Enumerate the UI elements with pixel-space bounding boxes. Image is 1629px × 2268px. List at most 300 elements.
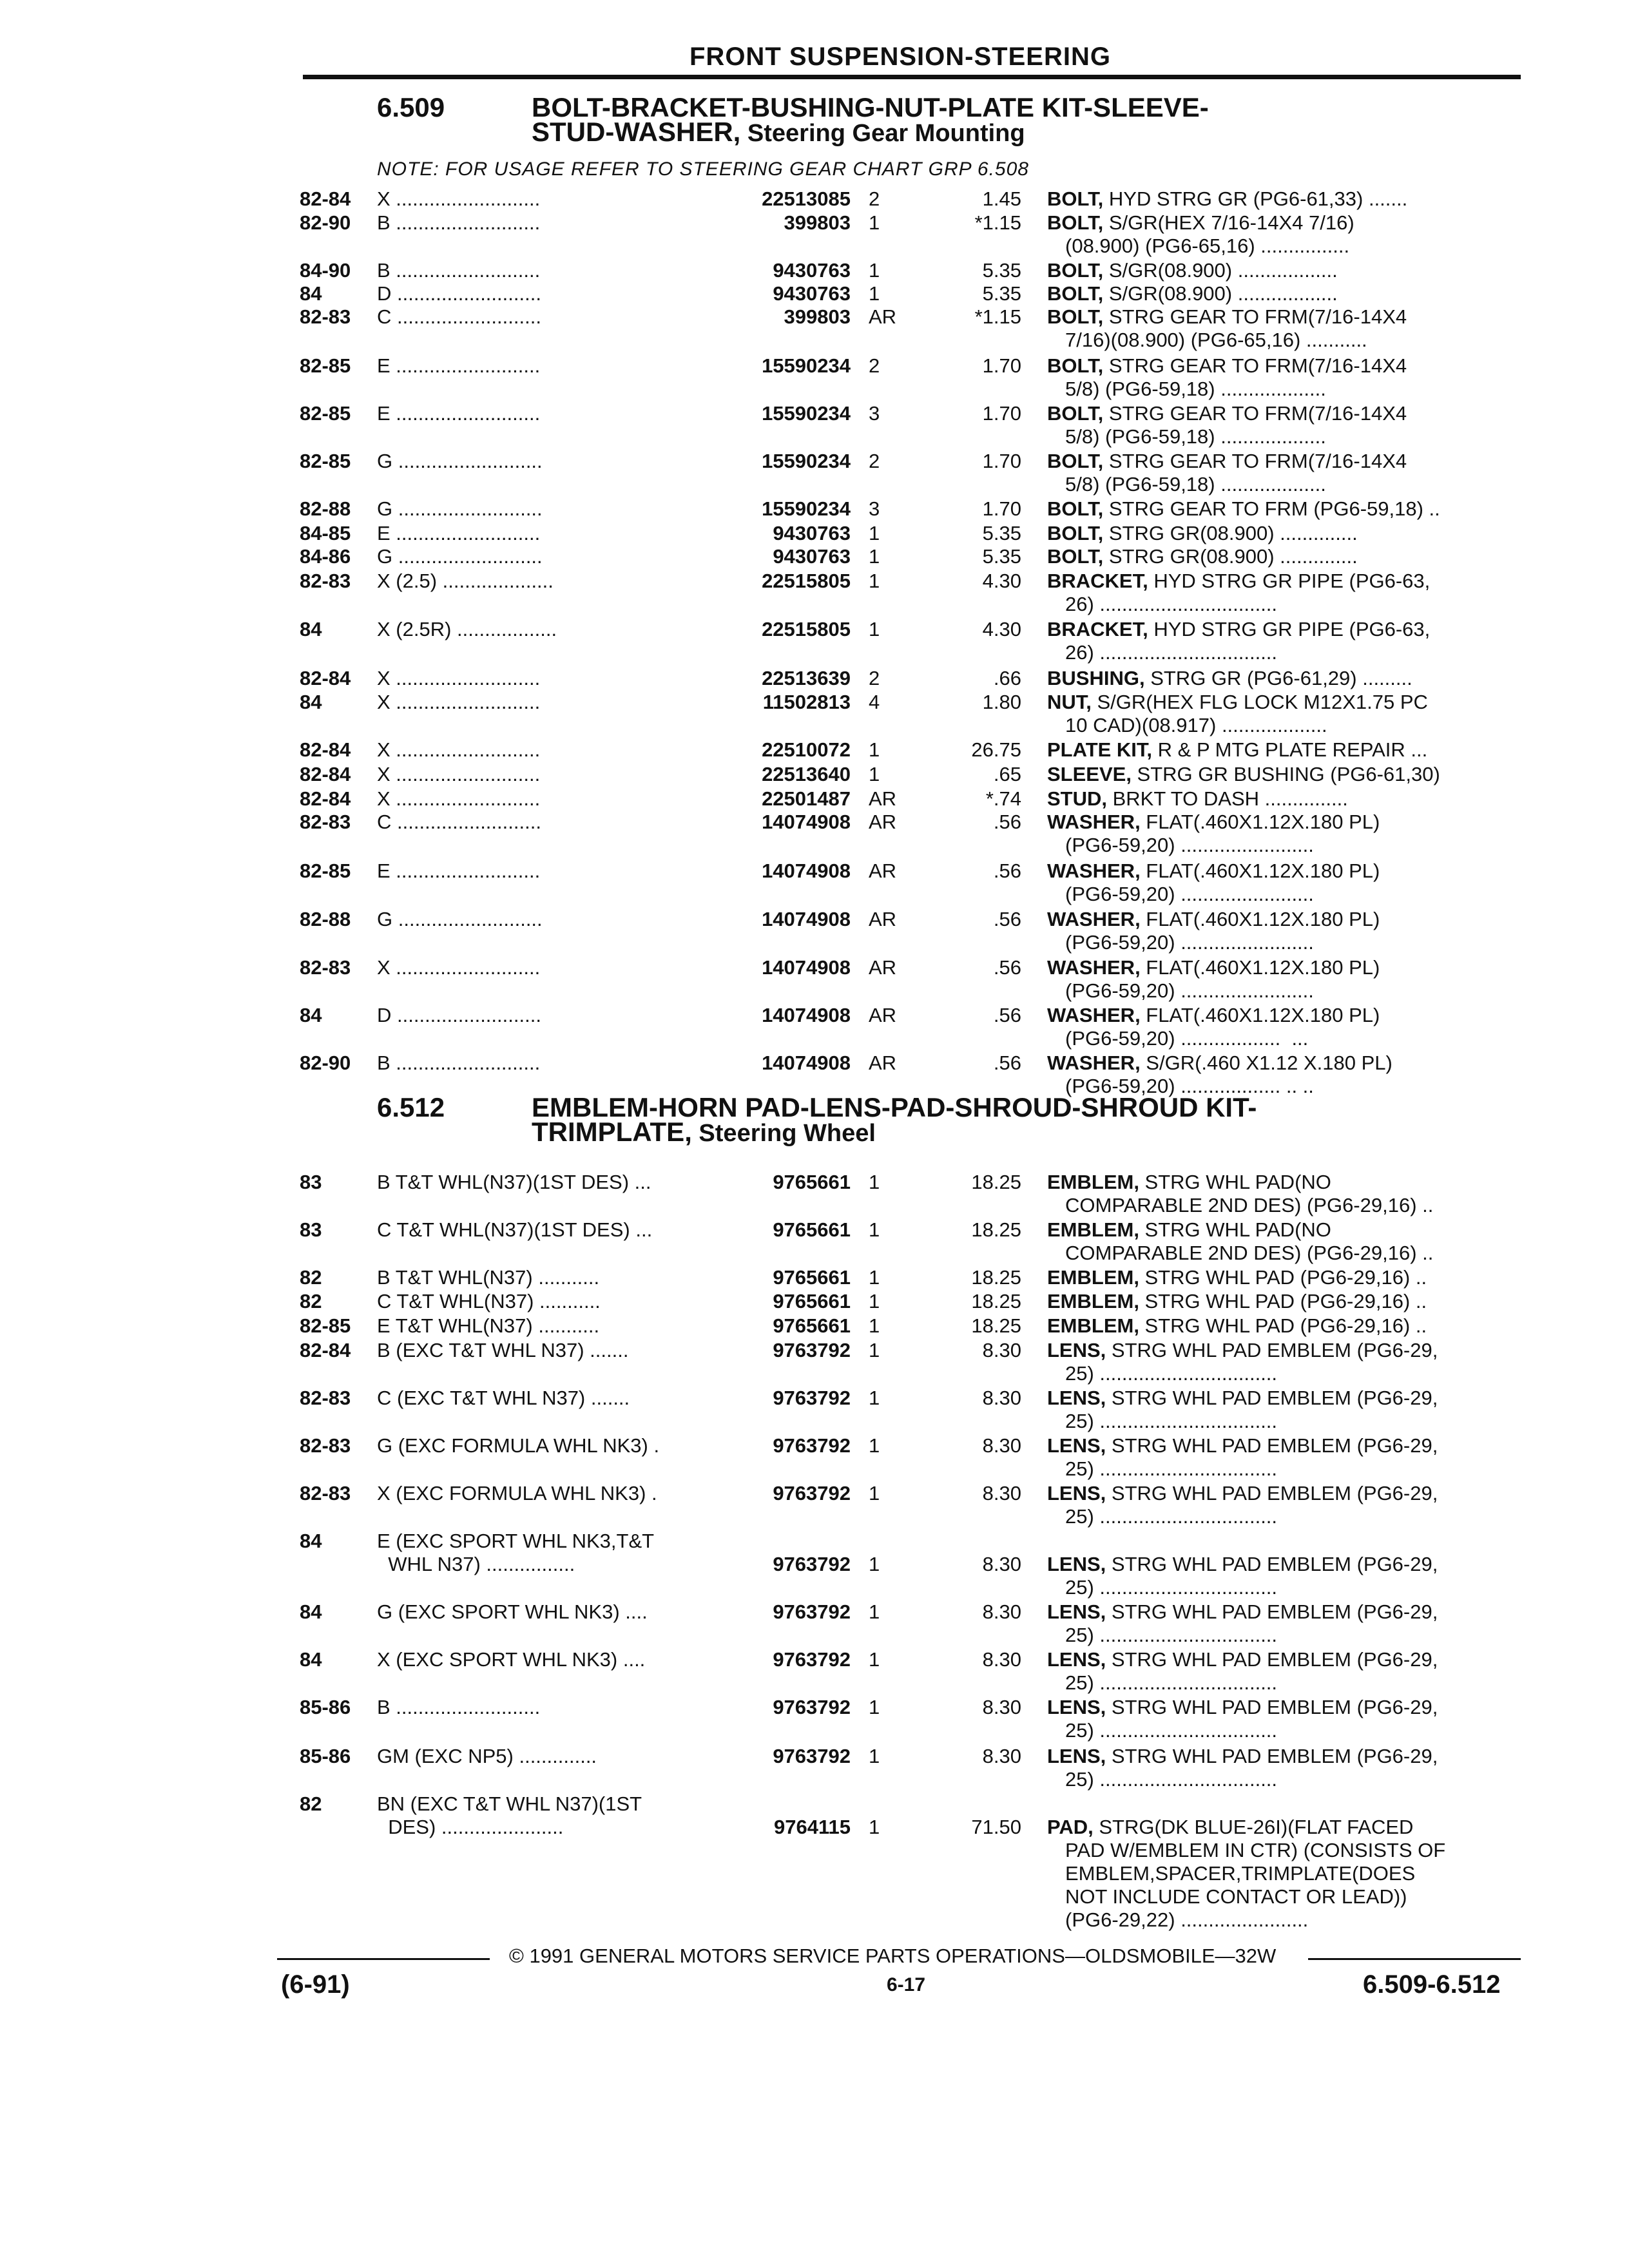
part-name: LENS, [1047, 1600, 1106, 1623]
series-code [377, 738, 725, 762]
description-line: (PG6-59,20) ........................ [1065, 979, 1314, 1002]
model-years: 82-83 [300, 956, 351, 979]
series-code [377, 545, 725, 568]
description-line: EMBLEM,SPACER,TRIMPLATE(DOES [1065, 1862, 1416, 1885]
series-line: G .......................... [377, 450, 543, 472]
model-years: 82-84 [300, 787, 351, 810]
part-description [1047, 259, 1524, 282]
part-name: BOLT, [1047, 497, 1104, 520]
part-number: 15590234 [762, 402, 851, 425]
part-description [1047, 187, 1524, 211]
description-line: (PG6-59,20) .................. .. .. [1065, 1075, 1314, 1097]
part-name: EMBLEM, [1047, 1266, 1139, 1289]
quantity: AR [869, 1004, 897, 1026]
footer-copyright: © 1991 GENERAL MOTORS SERVICE PARTS OPERATIONS—OLDSMOBILE—32W [509, 1945, 1277, 1967]
price: 1.70 [982, 497, 1021, 520]
model-years: 82-84 [300, 1339, 351, 1361]
series-line: E .......................... [377, 522, 541, 544]
description-line: STRG GEAR TO FRM(7/16-14X4 [1103, 354, 1407, 377]
price: .56 [993, 908, 1021, 930]
part-number: 9765661 [773, 1290, 851, 1312]
header-rule [303, 75, 1521, 79]
description-line: 10 CAD)(08.917) ................... [1065, 714, 1327, 736]
description-line: STRG WHL PAD(NO [1139, 1171, 1331, 1193]
quantity: 1 [869, 1171, 880, 1193]
section-title-line2: STUD-WASHER, [532, 117, 741, 147]
series-code [377, 1648, 725, 1671]
price: 18.25 [971, 1314, 1021, 1337]
description-line: 5/8) (PG6-59,18) ................... [1065, 473, 1326, 495]
quantity: 1 [869, 545, 880, 568]
model-years: 82-90 [300, 211, 351, 234]
price: .56 [993, 1004, 1021, 1026]
description-line: FLAT(.460X1.12X.180 PL) [1140, 908, 1380, 930]
part-name: BOLT, [1047, 545, 1104, 568]
quantity: 1 [869, 570, 880, 592]
description-line: 25) ................................ [1065, 1457, 1278, 1480]
description-line: FLAT(.460X1.12X.180 PL) [1140, 1004, 1380, 1026]
quantity: 1 [869, 1339, 880, 1361]
model-years: 82-84 [300, 667, 351, 689]
description-line: STRG WHL PAD (PG6-29,16) .. [1139, 1290, 1427, 1312]
description-line: STRG WHL PAD EMBLEM (PG6-29, [1106, 1745, 1438, 1767]
footer-date: (6-91) [281, 1970, 350, 1999]
description-line: 25) ................................ [1065, 1505, 1278, 1528]
part-name: BOLT, [1047, 522, 1104, 544]
price: 8.30 [982, 1339, 1021, 1361]
price: *1.15 [974, 305, 1021, 328]
series-line: G .......................... [377, 545, 543, 568]
price: 8.30 [982, 1482, 1021, 1504]
quantity: AR [869, 305, 897, 328]
description-line: STRG GEAR TO FRM(7/16-14X4 [1103, 450, 1407, 472]
model-years: 85-86 [300, 1696, 351, 1718]
description-line: PAD W/EMBLEM IN CTR) (CONSISTS OF [1065, 1839, 1446, 1861]
part-number: 14074908 [762, 908, 851, 930]
series-line: B .......................... [377, 1052, 541, 1074]
series-code [377, 187, 725, 211]
model-years: 82-83 [300, 305, 351, 328]
part-number: 399803 [784, 211, 851, 234]
model-years: 83 [300, 1171, 322, 1193]
part-description [1047, 282, 1524, 305]
part-description [1047, 1745, 1524, 1791]
price: 5.35 [982, 282, 1021, 305]
description-line: (PG6-59,20) .................. ... [1065, 1027, 1309, 1050]
part-number: 9763792 [773, 1339, 851, 1361]
series-code [377, 763, 725, 786]
model-years: 82 [300, 1290, 322, 1312]
part-description [1047, 787, 1524, 811]
quantity: 2 [869, 667, 880, 689]
description-line: STRG WHL PAD EMBLEM (PG6-29, [1106, 1482, 1438, 1504]
price: 4.30 [982, 618, 1021, 640]
section-subtitle: Steering Wheel [691, 1120, 876, 1147]
series-code [377, 522, 725, 545]
description-line: NOT INCLUDE CONTACT OR LEAD)) [1065, 1885, 1407, 1908]
part-number: 9763792 [773, 1482, 851, 1504]
model-years: 84-85 [300, 522, 351, 544]
part-description [1047, 691, 1524, 737]
part-name: WASHER, [1047, 811, 1141, 833]
series-code [377, 497, 725, 521]
part-description [1047, 1696, 1524, 1742]
series-line: E (EXC SPORT WHL NK3,T&T [377, 1530, 655, 1552]
series-line: C T&T WHL(N37)(1ST DES) ... [377, 1218, 653, 1241]
series-code [377, 1792, 725, 1839]
quantity: 1 [869, 1482, 880, 1504]
description-line: R & P MTG PLATE REPAIR ... [1152, 738, 1428, 761]
model-years: 82-88 [300, 497, 351, 520]
price: 18.25 [971, 1171, 1021, 1193]
description-line: FLAT(.460X1.12X.180 PL) [1140, 811, 1380, 833]
part-description [1047, 1553, 1524, 1599]
part-description [1047, 1482, 1524, 1528]
price: .66 [993, 667, 1021, 689]
series-line: X (2.5) .................... [377, 570, 554, 592]
model-years: 82-85 [300, 402, 351, 425]
price: *1.15 [974, 211, 1021, 234]
part-description [1047, 667, 1524, 690]
series-code [377, 402, 725, 425]
series-line: X .......................... [377, 691, 541, 713]
model-years: 82 [300, 1792, 322, 1815]
model-years: 84 [300, 282, 322, 305]
series-code [377, 691, 725, 714]
quantity: 1 [869, 1696, 880, 1718]
part-name: STUD, [1047, 787, 1107, 810]
series-code [377, 259, 725, 282]
model-years: 84-86 [300, 545, 351, 568]
description-line: 5/8) (PG6-59,18) ................... [1065, 378, 1326, 400]
model-years: 84 [300, 1600, 322, 1623]
model-years: 82-85 [300, 1314, 351, 1337]
quantity: 1 [869, 211, 880, 234]
quantity: 1 [869, 1816, 880, 1838]
quantity: 1 [869, 763, 880, 785]
section-title-line1: BOLT-BRACKET-BUSHING-NUT-PLATE KIT-SLEEVE- [532, 92, 1209, 122]
part-description [1047, 811, 1524, 857]
series-line: B (EXC T&T WHL N37) ....... [377, 1339, 629, 1361]
model-years: 84 [300, 618, 322, 640]
price: 18.25 [971, 1266, 1021, 1289]
price: 8.30 [982, 1553, 1021, 1575]
part-description [1047, 1004, 1524, 1050]
model-years: 84 [300, 691, 322, 713]
series-code [377, 1266, 725, 1289]
part-number: 9763792 [773, 1648, 851, 1671]
model-years: 82-84 [300, 738, 351, 761]
part-description [1047, 763, 1524, 786]
series-line: X .......................... [377, 763, 541, 785]
part-number: 15590234 [762, 450, 851, 472]
series-code [377, 354, 725, 378]
part-name: BOLT, [1047, 282, 1104, 305]
price: .65 [993, 763, 1021, 785]
quantity: AR [869, 1052, 897, 1074]
part-number: 9765661 [773, 1314, 851, 1337]
section-number: 6.512 [377, 1092, 445, 1122]
model-years: 84-90 [300, 259, 351, 282]
description-line: STRG GEAR TO FRM (PG6-59,18) .. [1103, 497, 1440, 520]
description-line: 7/16)(08.900) (PG6-65,16) ........... [1065, 329, 1367, 351]
description-line: HYD STRG GR PIPE (PG6-63, [1148, 618, 1431, 640]
part-number: 22513085 [762, 187, 851, 210]
series-line: X .......................... [377, 738, 541, 761]
series-line: X .......................... [377, 787, 541, 810]
quantity: 1 [869, 1218, 880, 1241]
part-description [1047, 1290, 1524, 1313]
quantity: 2 [869, 354, 880, 377]
description-line: S/GR(08.900) .................. [1103, 282, 1338, 305]
part-name: BOLT, [1047, 187, 1104, 210]
part-description [1047, 570, 1524, 616]
model-years: 82-83 [300, 1387, 351, 1409]
model-years: 85-86 [300, 1745, 351, 1767]
part-name: BOLT, [1047, 211, 1104, 234]
quantity: 1 [869, 738, 880, 761]
part-name: WASHER, [1047, 956, 1141, 979]
description-line: STRG WHL PAD EMBLEM (PG6-29, [1106, 1696, 1438, 1718]
part-description [1047, 1218, 1524, 1265]
part-number: 22515805 [762, 618, 851, 640]
description-line: STRG WHL PAD(NO [1139, 1218, 1331, 1241]
quantity: 1 [869, 1387, 880, 1409]
series-code [377, 908, 725, 931]
part-description [1047, 908, 1524, 954]
part-name: LENS, [1047, 1648, 1106, 1671]
price: 1.70 [982, 402, 1021, 425]
series-code [377, 1482, 725, 1505]
price: 8.30 [982, 1387, 1021, 1409]
description-line: STRG WHL PAD EMBLEM (PG6-29, [1106, 1434, 1438, 1457]
part-name: EMBLEM, [1047, 1171, 1139, 1193]
model-years: 82-83 [300, 570, 351, 592]
quantity: AR [869, 956, 897, 979]
part-name: LENS, [1047, 1387, 1106, 1409]
description-line: HYD STRG GR (PG6-61,33) ....... [1103, 187, 1408, 210]
part-description [1047, 450, 1524, 496]
description-line: S/GR(HEX 7/16-14X4 7/16) [1103, 211, 1354, 234]
series-line: E .......................... [377, 354, 541, 377]
part-description [1047, 522, 1524, 545]
series-code [377, 570, 725, 593]
part-number: 22513639 [762, 667, 851, 689]
section-title-line1: EMBLEM-HORN PAD-LENS-PAD-SHROUD-SHROUD KIT- [532, 1092, 1257, 1122]
description-line: 25) ................................ [1065, 1671, 1278, 1694]
part-name: BOLT, [1047, 305, 1104, 328]
part-name: WASHER, [1047, 1052, 1141, 1074]
series-code [377, 1339, 725, 1362]
part-name: WASHER, [1047, 1004, 1141, 1026]
part-number: 9763792 [773, 1434, 851, 1457]
series-code [377, 956, 725, 979]
part-name: LENS, [1047, 1434, 1106, 1457]
model-years: 82-83 [300, 1482, 351, 1504]
part-name: NUT, [1047, 691, 1092, 713]
footer-page-number: 6-17 [887, 1974, 926, 1995]
description-line: STRG GR (PG6-61,29) ......... [1144, 667, 1412, 689]
usage-note: NOTE: FOR USAGE REFER TO STEERING GEAR CHART GRP 6.508 [377, 159, 1029, 180]
description-line: 26) ................................ [1065, 641, 1278, 664]
part-number: 9765661 [773, 1218, 851, 1241]
series-line: GM (EXC NP5) .............. [377, 1745, 597, 1767]
quantity: 4 [869, 691, 880, 713]
price: 18.25 [971, 1290, 1021, 1312]
model-years: 82-84 [300, 187, 351, 210]
series-line: D .......................... [377, 282, 541, 305]
price: .56 [993, 860, 1021, 882]
description-line: (PG6-29,22) ....................... [1065, 1908, 1309, 1931]
part-name: WASHER, [1047, 860, 1141, 882]
part-number: 9765661 [773, 1171, 851, 1193]
description-line: S/GR(08.900) .................. [1103, 259, 1338, 282]
description-line: STRG(DK BLUE-26I)(FLAT FACED [1093, 1816, 1414, 1838]
part-number: 9763792 [773, 1696, 851, 1718]
quantity: 1 [869, 1266, 880, 1289]
part-description [1047, 1600, 1524, 1647]
price: .56 [993, 811, 1021, 833]
description-line: STRG GEAR TO FRM(7/16-14X4 [1103, 305, 1407, 328]
part-name: BRACKET, [1047, 618, 1148, 640]
description-line: BRKT TO DASH ............... [1107, 787, 1348, 810]
part-name: LENS, [1047, 1696, 1106, 1718]
series-line: DES) ...................... [377, 1816, 564, 1838]
price: 18.25 [971, 1218, 1021, 1241]
model-years: 82-83 [300, 811, 351, 833]
part-number: 14074908 [762, 956, 851, 979]
part-number: 399803 [784, 305, 851, 328]
footer-rule-left [277, 1958, 490, 1960]
description-line: 25) ................................ [1065, 1576, 1278, 1599]
description-line: FLAT(.460X1.12X.180 PL) [1140, 956, 1380, 979]
quantity: 1 [869, 1434, 880, 1457]
description-line: S/GR(HEX FLG LOCK M12X1.75 PC [1091, 691, 1428, 713]
series-code [377, 1696, 725, 1719]
part-description [1047, 1648, 1524, 1695]
series-line: G (EXC SPORT WHL NK3) .... [377, 1600, 648, 1623]
series-code [377, 811, 725, 834]
quantity: 1 [869, 259, 880, 282]
quantity: AR [869, 860, 897, 882]
series-line: X (EXC SPORT WHL NK3) .... [377, 1648, 646, 1671]
description-line: 25) ................................ [1065, 1410, 1278, 1432]
price: 8.30 [982, 1434, 1021, 1457]
quantity: 1 [869, 1745, 880, 1767]
part-name: BOLT, [1047, 450, 1104, 472]
description-line: 5/8) (PG6-59,18) ................... [1065, 425, 1326, 448]
model-years: 82 [300, 1266, 322, 1289]
series-code [377, 1218, 725, 1242]
quantity: AR [869, 787, 897, 810]
part-number: 14074908 [762, 860, 851, 882]
part-description [1047, 211, 1524, 258]
series-code [377, 1387, 725, 1410]
part-description [1047, 618, 1524, 664]
quantity: 1 [869, 1648, 880, 1671]
price: 1.80 [982, 691, 1021, 713]
description-line: HYD STRG GR PIPE (PG6-63, [1148, 570, 1431, 592]
part-name: BUSHING, [1047, 667, 1145, 689]
part-number: 9430763 [773, 545, 851, 568]
description-line: 25) ................................ [1065, 1719, 1278, 1742]
quantity: 1 [869, 1314, 880, 1337]
part-description [1047, 738, 1524, 762]
part-description [1047, 1434, 1524, 1481]
quantity: AR [869, 908, 897, 930]
part-name: LENS, [1047, 1339, 1106, 1361]
section-title [532, 1092, 1498, 1147]
series-line: X .......................... [377, 956, 541, 979]
part-description [1047, 1171, 1524, 1217]
series-line: B .......................... [377, 211, 541, 234]
price: 8.30 [982, 1745, 1021, 1767]
part-description [1047, 305, 1524, 352]
footer-rule-right [1308, 1958, 1521, 1960]
price: 1.70 [982, 450, 1021, 472]
price: 26.75 [971, 738, 1021, 761]
model-years: 83 [300, 1218, 322, 1241]
series-line: G (EXC FORMULA WHL NK3) . [377, 1434, 660, 1457]
price: 8.30 [982, 1600, 1021, 1623]
series-code [377, 860, 725, 883]
part-number: 9763792 [773, 1553, 851, 1575]
model-years: 84 [300, 1004, 322, 1026]
part-description [1047, 1266, 1524, 1289]
description-line: COMPARABLE 2ND DES) (PG6-29,16) .. [1065, 1194, 1434, 1216]
part-number: 15590234 [762, 497, 851, 520]
description-line: 25) ................................ [1065, 1362, 1278, 1385]
model-years: 82-85 [300, 450, 351, 472]
series-code [377, 1052, 725, 1075]
model-years: 82-83 [300, 1434, 351, 1457]
part-number: 14074908 [762, 1004, 851, 1026]
series-code [377, 450, 725, 473]
part-name: LENS, [1047, 1482, 1106, 1504]
part-description [1047, 1816, 1524, 1932]
price: *.74 [985, 787, 1021, 810]
description-line: STRG WHL PAD (PG6-29,16) .. [1139, 1266, 1427, 1289]
description-line: 25) ................................ [1065, 1768, 1278, 1791]
part-name: EMBLEM, [1047, 1218, 1139, 1241]
series-line: X (EXC FORMULA WHL NK3) . [377, 1482, 657, 1504]
part-number: 22501487 [762, 787, 851, 810]
price: 8.30 [982, 1696, 1021, 1718]
model-years: 82-85 [300, 860, 351, 882]
section-number: 6.509 [377, 92, 445, 122]
model-years: 82-84 [300, 763, 351, 785]
description-line: COMPARABLE 2ND DES) (PG6-29,16) .. [1065, 1242, 1434, 1264]
part-number: 15590234 [762, 354, 851, 377]
series-line: C .......................... [377, 305, 541, 328]
series-code [377, 305, 725, 329]
quantity: 2 [869, 187, 880, 210]
description-line: STRG WHL PAD EMBLEM (PG6-29, [1106, 1339, 1438, 1361]
series-code [377, 1171, 725, 1194]
part-number: 9430763 [773, 522, 851, 544]
quantity: 2 [869, 450, 880, 472]
series-code [377, 1004, 725, 1027]
quantity: 1 [869, 282, 880, 305]
quantity: 1 [869, 618, 880, 640]
description-line: (08.900) (PG6-65,16) ................ [1065, 235, 1350, 257]
series-line: B .......................... [377, 1696, 541, 1718]
series-code [377, 787, 725, 811]
series-code [377, 282, 725, 305]
part-description [1047, 956, 1524, 1003]
quantity: 1 [869, 1290, 880, 1312]
description-line: STRG WHL PAD EMBLEM (PG6-29, [1106, 1600, 1438, 1623]
